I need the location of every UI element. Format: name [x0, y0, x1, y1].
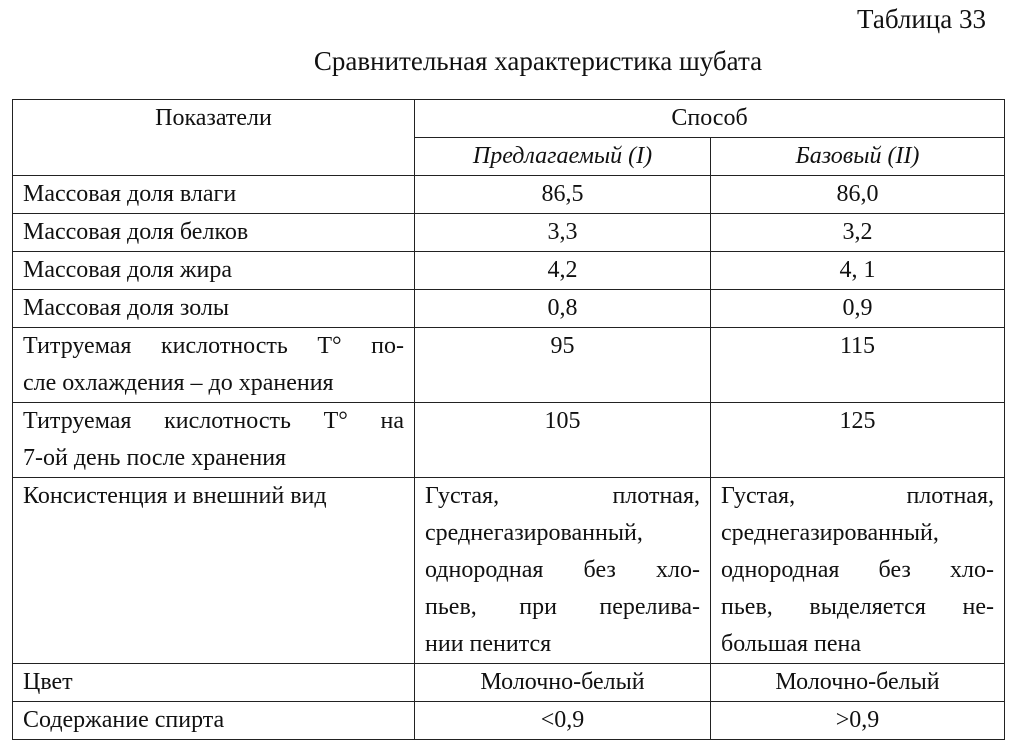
- row-label-line: 7-ой день после хранения: [23, 445, 287, 471]
- cell-line: среднегазированный,: [721, 520, 939, 546]
- table-row: [13, 664, 1005, 702]
- cell-line: среднегазированный,: [425, 520, 643, 546]
- row-label-line: сле охлаждения – до хранения: [23, 370, 334, 396]
- table-row: [13, 176, 1005, 214]
- cell-line: однородная без хло-: [721, 557, 994, 583]
- row-label: Массовая доля жира: [13, 252, 415, 290]
- cell-line: однородная без хло-: [425, 557, 700, 583]
- cell-proposed: <0,9: [415, 702, 711, 740]
- cell-base: 125: [711, 403, 1005, 478]
- cell-base: 4, 1: [711, 252, 1005, 290]
- cell-base: 115: [711, 328, 1005, 403]
- row-label: Цвет: [13, 664, 415, 702]
- cell-base: >0,9: [711, 702, 1005, 740]
- row-label: [13, 328, 415, 403]
- row-label: [13, 403, 415, 478]
- table-row: [13, 290, 1005, 328]
- comparison-table: [12, 99, 1005, 740]
- cell-proposed: [415, 478, 711, 664]
- row-label: Массовая доля белков: [13, 214, 415, 252]
- header-row-1: [13, 100, 1005, 138]
- cell-line: Густая, плотная,: [425, 483, 700, 509]
- cell-line: пьев, при перелива-: [425, 594, 700, 620]
- cell-proposed: Молочно-белый: [415, 664, 711, 702]
- cell-line: большая пена: [721, 631, 861, 657]
- row-label: Массовая доля влаги: [13, 176, 415, 214]
- cell-proposed: 3,3: [415, 214, 711, 252]
- table-row: [13, 478, 1005, 664]
- table-row: [13, 328, 1005, 403]
- table-caption: Сравнительная характеристика шубата: [313, 46, 763, 76]
- cell-line: нии пенится: [425, 631, 552, 657]
- row-label: Консистенция и внешний вид: [13, 478, 415, 664]
- cell-base: [711, 478, 1005, 664]
- cell-line: Густая, плотная,: [721, 483, 994, 509]
- header-base: Базовый (II): [711, 138, 1005, 176]
- row-label-line: Титруемая кислотность Т° на: [23, 408, 404, 434]
- cell-base: 0,9: [711, 290, 1005, 328]
- cell-line: пьев, выделяется не-: [721, 594, 994, 620]
- cell-base: Молочно-белый: [711, 664, 1005, 702]
- row-label: Массовая доля золы: [13, 290, 415, 328]
- header-proposed: Предлагаемый (I): [415, 138, 711, 176]
- header-method: Способ: [415, 100, 1005, 138]
- cell-proposed: 95: [415, 328, 711, 403]
- table-number: Таблица 33: [857, 4, 986, 34]
- cell-proposed: 86,5: [415, 176, 711, 214]
- cell-base: 86,0: [711, 176, 1005, 214]
- table-row: [13, 252, 1005, 290]
- row-label-line: Титруемая кислотность Т° по-: [23, 333, 404, 359]
- cell-proposed: 4,2: [415, 252, 711, 290]
- table-row: [13, 702, 1005, 740]
- table-row: [13, 214, 1005, 252]
- header-indicators: Показатели: [13, 100, 415, 176]
- cell-base: 3,2: [711, 214, 1005, 252]
- cell-proposed: 105: [415, 403, 711, 478]
- row-label: Содержание спирта: [13, 702, 415, 740]
- table-row: [13, 403, 1005, 478]
- cell-proposed: 0,8: [415, 290, 711, 328]
